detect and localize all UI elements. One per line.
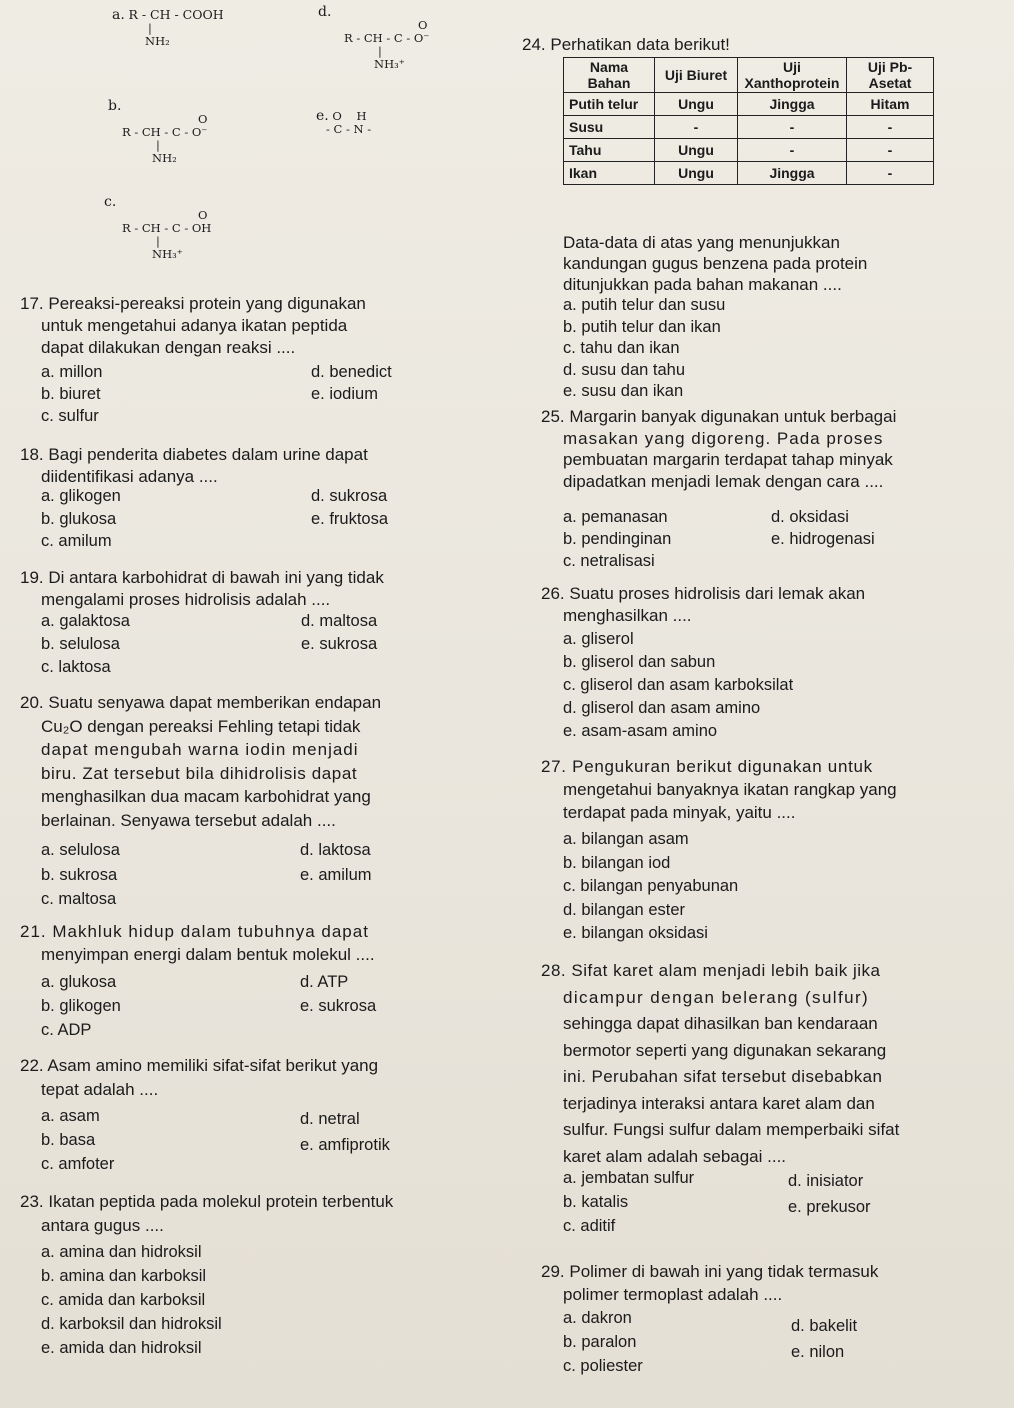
option-c[interactable]: c. poliester	[563, 1357, 643, 1375]
option-c[interactable]: c. amilum	[41, 532, 112, 550]
option-a[interactable]: a. putih telur dan susu	[563, 296, 726, 314]
question-text-line: menyimpan energi dalam bentuk molekul ....	[41, 945, 375, 964]
question-text-line: 19. Di antara karbohidrat di bawah ini yang tidak	[20, 568, 384, 587]
option-e[interactable]: e. asam-asam amino	[563, 722, 718, 740]
column-header: Nama Bahan	[564, 58, 655, 93]
option-c[interactable]: c. sulfur	[41, 407, 99, 425]
question-text-line: ditunjukkan pada bahan makanan ....	[563, 275, 842, 294]
question-22-options-left	[41, 1104, 114, 1176]
option-e[interactable]: e. iodium	[311, 385, 378, 403]
table-cell: Putih telur	[564, 93, 655, 116]
question-text-line: 23. Ikatan peptida pada molekul protein terbentuk	[20, 1192, 394, 1211]
option-d[interactable]: d. netral	[300, 1110, 360, 1128]
question-text-line: 22. Asam amino memiliki sifat-sifat berikut yang	[20, 1056, 379, 1075]
option-b[interactable]: b. gliserol dan sabun	[563, 653, 716, 671]
option-b[interactable]: b. paralon	[563, 1333, 637, 1351]
question-20-text	[20, 691, 381, 832]
option-a[interactable]: a. amina dan hidroksil	[41, 1243, 202, 1261]
table-cell: -	[847, 139, 934, 162]
question-20-options-left	[41, 838, 120, 912]
question-text-line: 20. Suatu senyawa dapat memberikan endapan	[20, 693, 382, 712]
question-29-options-right	[791, 1313, 857, 1365]
option-a[interactable]: a. bilangan asam	[563, 830, 689, 848]
option-a[interactable]: a. galaktosa	[41, 612, 130, 630]
option-b[interactable]: b. selulosa	[41, 635, 120, 653]
question-text-line: terdapat pada minyak, yaitu ....	[563, 803, 796, 822]
question-text-line: Cu₂O dengan pereaksi Fehling tetapi tidak	[41, 716, 361, 736]
question-17-options-right	[311, 361, 392, 405]
question-23-text	[20, 1190, 393, 1238]
option-a[interactable]: a. asam	[41, 1107, 100, 1125]
question-24-text	[563, 232, 867, 295]
question-24-options	[563, 295, 725, 403]
table-row	[564, 116, 934, 139]
structure-d: d. O R - CH - C - O⁻ | NH₃⁺	[318, 4, 430, 71]
option-e[interactable]: e. amfiprotik	[300, 1136, 390, 1154]
question-text-line: berlainan. Senyawa tersebut adalah ....	[41, 810, 336, 830]
option-e[interactable]: e. bilangan oksidasi	[563, 924, 708, 942]
option-d[interactable]: d. bakelit	[791, 1317, 858, 1335]
question-text-line: sulfur. Fungsi sulfur dalam memperbaiki sifat	[563, 1120, 900, 1139]
option-a[interactable]: a. selulosa	[41, 841, 120, 859]
question-29-options-left	[563, 1306, 643, 1378]
table-cell: Ungu	[655, 162, 738, 185]
table-cell: Ikan	[564, 162, 655, 185]
option-c[interactable]: c. laktosa	[41, 658, 111, 676]
question-text-line: pembuatan margarin terdapat tahap minyak	[563, 450, 893, 469]
question-text-line: mengetahui banyaknya ikatan rangkap yang	[563, 780, 897, 799]
table-cell: Ungu	[655, 139, 738, 162]
question-28-options-right	[788, 1168, 871, 1220]
question-21-options-right	[300, 970, 376, 1018]
question-text-line: antara gugus ....	[41, 1216, 164, 1235]
option-e[interactable]: e. amilum	[300, 865, 372, 884]
option-a[interactable]: a. pemanasan	[563, 508, 668, 526]
table-cell: -	[738, 139, 847, 162]
option-d[interactable]: d. maltosa	[301, 612, 378, 630]
option-a[interactable]: a. glukosa	[41, 973, 117, 991]
question-text-line: diidentifikasi adanya ....	[41, 467, 218, 486]
question-17-text	[20, 293, 366, 359]
question-text-line: sehingga dapat dihasilkan ban kendaraan	[563, 1014, 878, 1033]
question-19-text	[20, 567, 384, 611]
option-d[interactable]: d. gliserol dan asam amino	[563, 699, 761, 717]
option-a[interactable]: a. gliserol	[563, 630, 634, 648]
question-text-line: biru. Zat tersebut bila dihidrolisis dapat	[41, 763, 358, 783]
option-a[interactable]: a. jembatan sulfur	[563, 1169, 695, 1187]
question-20-options-right	[300, 838, 372, 887]
question-26-options	[563, 628, 793, 743]
table-cell: -	[655, 116, 738, 139]
column-header: Uji Xanthoprotein	[738, 58, 847, 93]
question-text-line: 28. Sifat karet alam menjadi lebih baik jika	[541, 961, 881, 980]
question-28-text	[541, 958, 899, 1170]
option-b[interactable]: b. glikogen	[41, 997, 121, 1015]
option-b[interactable]: b. bilangan iod	[563, 853, 671, 872]
question-18-options-left	[41, 485, 121, 553]
question-29-text	[541, 1260, 878, 1306]
option-d[interactable]: d. susu dan tahu	[563, 360, 686, 379]
option-e[interactable]: e. fruktosa	[311, 509, 389, 528]
column-header: Uji Biuret	[655, 58, 738, 93]
table-row	[564, 162, 934, 185]
question-26-text	[541, 583, 865, 627]
question-text-line: 25. Margarin banyak digunakan untuk berbagai	[541, 407, 897, 426]
option-e[interactable]: e. hidrogenasi	[771, 530, 875, 548]
question-23-options	[41, 1240, 222, 1360]
option-c[interactable]: c. ADP	[41, 1021, 92, 1039]
option-e[interactable]: e. nilon	[791, 1343, 845, 1361]
option-b[interactable]: b. glukosa	[41, 509, 117, 528]
question-text-line: bermotor seperti yang digunakan sekarang	[563, 1040, 887, 1060]
option-a[interactable]: a. glikogen	[41, 487, 121, 505]
table-row	[564, 93, 934, 116]
question-27-options	[563, 828, 738, 946]
question-text-line: karet alam adalah sebagai ....	[563, 1146, 787, 1166]
option-c[interactable]: c. bilangan penyabunan	[563, 877, 739, 895]
question-19-options-right	[301, 610, 377, 656]
question-text-line: menghasilkan dua macam karbohidrat yang	[41, 787, 371, 806]
question-25-text	[541, 406, 896, 492]
table-cell: -	[847, 162, 934, 185]
question-text-line: 21. Makhluk hidup dalam tubuhnya dapat	[20, 922, 369, 941]
table-cell: Susu	[564, 116, 655, 139]
table-cell: -	[847, 116, 934, 139]
structure-c: c. O R - CH - C - OH | NH₃⁺	[104, 194, 212, 261]
question-text-line: kandungan gugus benzena pada protein	[563, 254, 868, 273]
question-text-line: dapat dilakukan dengan reaksi ....	[41, 338, 296, 357]
table-cell: Hitam	[847, 93, 934, 116]
option-e[interactable]: e. sukrosa	[300, 997, 377, 1015]
data-table	[563, 57, 934, 185]
table-cell: Ungu	[655, 93, 738, 116]
option-e[interactable]: e. sukrosa	[301, 635, 378, 653]
option-b[interactable]: b. sukrosa	[41, 865, 118, 884]
question-25-options-left	[563, 506, 671, 572]
question-text-line: 27. Pengukuran berikut digunakan untuk	[541, 757, 873, 776]
option-b[interactable]: b. katalis	[563, 1193, 629, 1211]
option-c[interactable]: c. netralisasi	[563, 552, 655, 570]
option-d[interactable]: d. sukrosa	[311, 487, 388, 505]
question-18-options-right	[311, 485, 388, 530]
option-d[interactable]: d. benedict	[311, 363, 392, 381]
option-b[interactable]: b. basa	[41, 1131, 96, 1149]
option-d[interactable]: d. inisiator	[788, 1172, 864, 1190]
question-text-line: Data-data di atas yang menunjukkan	[563, 233, 840, 252]
structure-a: a. R - CH - COOH | NH₂	[112, 7, 224, 48]
table-cell: Jingga	[738, 93, 847, 116]
question-24-title: 24. Perhatikan data berikut!	[522, 35, 730, 54]
option-e[interactable]: e. amida dan hidroksil	[41, 1339, 202, 1357]
question-text-line: dipadatkan menjadi lemak dengan cara ....	[563, 471, 884, 491]
option-d[interactable]: d. karboksil dan hidroksil	[41, 1315, 222, 1333]
option-d[interactable]: d. ATP	[300, 973, 349, 991]
table-cell: Jingga	[738, 162, 847, 185]
table-header-row	[564, 58, 934, 93]
question-17-options-left	[41, 361, 102, 427]
option-d[interactable]: d. bilangan ester	[563, 900, 686, 919]
table-cell: Tahu	[564, 139, 655, 162]
option-c[interactable]: c. maltosa	[41, 890, 117, 908]
table-cell: -	[738, 116, 847, 139]
question-text-line: terjadinya interaksi antara karet alam dan	[563, 1093, 875, 1113]
question-text-line: dicampur dengan belerang (sulfur)	[563, 987, 870, 1007]
question-21-text	[20, 920, 375, 966]
question-text-line: 17. Pereaksi-pereaksi protein yang digunakan	[20, 294, 366, 313]
question-text-line: polimer termoplast adalah ....	[563, 1285, 783, 1304]
question-text-line: 29. Polimer di bawah ini yang tidak termasuk	[541, 1262, 879, 1281]
option-b[interactable]: b. biuret	[41, 385, 101, 403]
option-e[interactable]: e. susu dan ikan	[563, 382, 684, 400]
option-b[interactable]: b. putih telur dan ikan	[563, 317, 721, 336]
option-a[interactable]: a. dakron	[563, 1309, 632, 1327]
option-a[interactable]: a. millon	[41, 363, 103, 381]
question-text-line: dapat mengubah warna iodin menjadi	[41, 740, 359, 759]
question-28-options-left	[563, 1166, 694, 1238]
question-text-line: masakan yang digoreng. Pada proses	[563, 428, 884, 448]
question-19-options-left	[41, 610, 130, 679]
option-c[interactable]: c. aditif	[563, 1217, 616, 1235]
column-header: Uji Pb-Asetat	[847, 58, 934, 93]
question-22-options-right	[300, 1106, 390, 1158]
question-text-line: ini. Perubahan sifat tersebut disebabkan	[563, 1067, 883, 1086]
option-b[interactable]: b. amina dan karboksil	[41, 1267, 207, 1285]
option-c[interactable]: c. tahu dan ikan	[563, 339, 680, 357]
question-text-line: 18. Bagi penderita diabetes dalam urine dapat	[20, 445, 368, 464]
structure-b: b. O R - CH - C - O⁻ | NH₂	[108, 98, 208, 165]
question-text-line: untuk mengetahui adanya ikatan peptida	[41, 316, 348, 335]
table-row	[564, 139, 934, 162]
option-c[interactable]: c. amfoter	[41, 1155, 115, 1173]
option-d[interactable]: d. laktosa	[300, 841, 371, 859]
option-c[interactable]: c. gliserol dan asam karboksilat	[563, 676, 794, 694]
question-25-options-right	[771, 506, 875, 550]
option-e[interactable]: e. prekusor	[788, 1198, 871, 1216]
option-c[interactable]: c. amida dan karboksil	[41, 1291, 206, 1309]
question-text-line: menghasilkan ....	[563, 606, 692, 625]
question-21-options-left	[41, 970, 121, 1042]
question-18-text	[20, 444, 368, 488]
question-27-text	[541, 755, 897, 824]
question-text-line: mengalami proses hidrolisis adalah ....	[41, 590, 331, 609]
structure-e: e. O H - C - N -	[316, 108, 372, 136]
question-text-line: tepat adalah ....	[41, 1080, 159, 1099]
option-d[interactable]: d. oksidasi	[771, 508, 849, 526]
question-text-line: 26. Suatu proses hidrolisis dari lemak akan	[541, 584, 866, 603]
question-22-text	[20, 1054, 378, 1102]
option-b[interactable]: b. pendinginan	[563, 530, 672, 548]
